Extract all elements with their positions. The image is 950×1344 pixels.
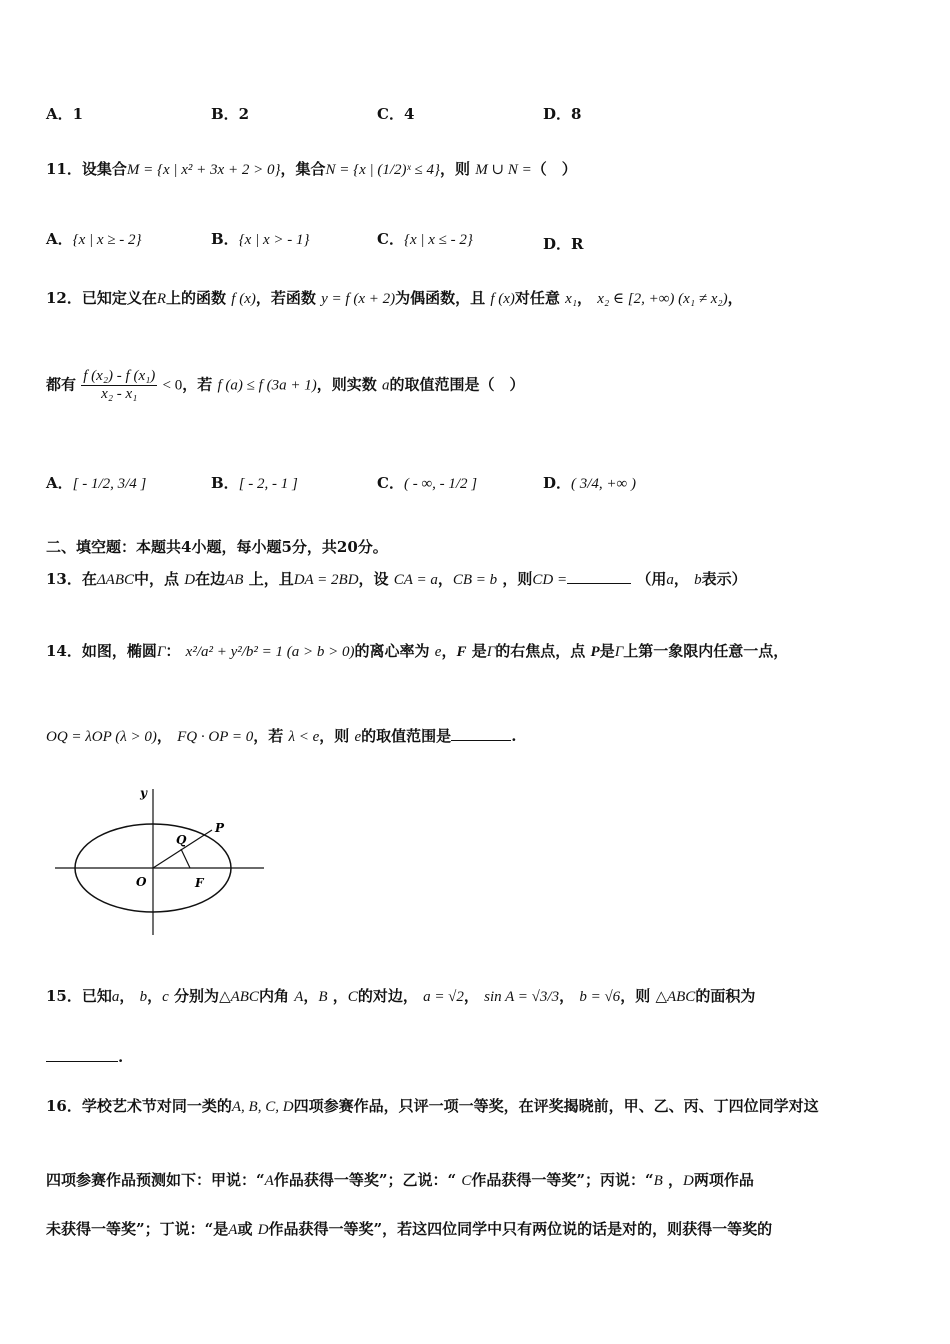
ellipse-equation: x²/a² + y²/b² = 1 (a > b > 0) [185, 644, 355, 660]
set-n: N = {x | (1/2)ˣ ≤ 4} [325, 162, 440, 178]
label-p: P [215, 821, 225, 835]
q16-stem-line1: 16．学校艺术节对同一类的A, B, C, D四项参赛作品，只评一项一等奖，在评奖揭晓前，甲、乙、丙、丁四位同学对这 [46, 1097, 819, 1115]
q11-option-b: B．{x | x > - 1} [211, 230, 310, 248]
label-y: y [140, 786, 147, 800]
q14-stem-line2: OQ = λOP (λ > 0)， FQ · OP = 0，若 λ < e，则 e的取值范围是 . [46, 727, 517, 745]
ellipse-figure [50, 783, 270, 938]
segment-fq [181, 849, 190, 868]
q10-option-d: D．8 [543, 105, 582, 123]
q12-stem-line1: 12．已知定义在R上的函数 f (x)，若函数 y = f (x + 2)为偶函数，且 f (x)对任意 x₁， x₂ ∈ [2, +∞) (x₁ ≠ x₂)， [46, 289, 743, 307]
q13-answer-blank [567, 583, 631, 584]
q14-stem-line1: 14．如图，椭圆Γ： x²/a² + y²/b² = 1 (a > b > 0)的离心率为 e，F 是Γ的右焦点，点 P是Γ上第一象限内任意一点， [46, 642, 789, 660]
q15-stem: 15．已知a， b，c 分别为△ABC内角 A，B ，C的对边， a = √2， sin A = √3/3， b = √6，则 △ABC的面积为 [46, 987, 756, 1005]
q10-option-b: B．2 [211, 105, 250, 123]
q12-option-b: B．[ - 2, - 1 ] [211, 474, 298, 492]
q12-stem-line2: 都有 $\frac{\text{f (x₂) - f (x₁)}}{\text{x₂ - x₁}}$ < 0，若 f (a) ≤ f (3a + 1)，则实数 a的取值范围是（ ） [46, 368, 525, 402]
q16-stem-line3: 未获得一等奖”；丁说：“是A或 D作品获得一等奖”，若这四位同学中只有两位说的话是对的，则获得一等奖的 [46, 1220, 773, 1238]
difference-quotient: $\frac{\text{f (x₂) - f (x₁)}}{\text{x₂ - x₁}}$ [83, 368, 156, 402]
q12-option-d: D．( 3/4, +∞ ) [543, 474, 636, 492]
label-f: F [195, 876, 204, 890]
q10-option-a: A．1 [46, 105, 84, 123]
label-q: Q [176, 833, 187, 847]
q12-option-a: A．[ - 1/2, 3/4 ] [46, 474, 147, 492]
q14-answer-blank [451, 740, 511, 741]
q15-answer-blank [46, 1061, 118, 1062]
q11-option-c: C．{x | x ≤ - 2} [377, 230, 473, 248]
union-expr: M ∪ N = [475, 162, 532, 178]
q13-stem: 13．在ΔABC中，点 D在边AB 上，且DA = 2BD，设 CA = a，CB = b ，则CD = （用a， b表示） [46, 570, 747, 588]
q11-option-a: A．{x | x ≥ - 2} [46, 230, 142, 248]
q16-stem-line2: 四项参赛作品预测如下：甲说：“A作品获得一等奖”；乙说：“ C作品获得一等奖”；丙说：“B ，D两项作品 [46, 1171, 754, 1189]
q15-answer-line: . [46, 1048, 123, 1066]
q10-option-c: C．4 [377, 105, 415, 123]
section-2-heading: 二、填空题：本题共4小题，每小题5分，共20分。 [46, 538, 388, 556]
set-m: M = {x | x² + 3x + 2 > 0} [126, 162, 281, 178]
label-o: O [136, 875, 147, 889]
q11-option-d: D．R [543, 235, 584, 253]
q11-stem: 11．设集合M = {x | x² + 3x + 2 > 0}，集合N = {x | (1/2)ˣ ≤ 4}，则 M ∪ N =（ ） [46, 160, 577, 178]
q12-option-c: C．( - ∞, - 1/2 ] [377, 474, 478, 492]
